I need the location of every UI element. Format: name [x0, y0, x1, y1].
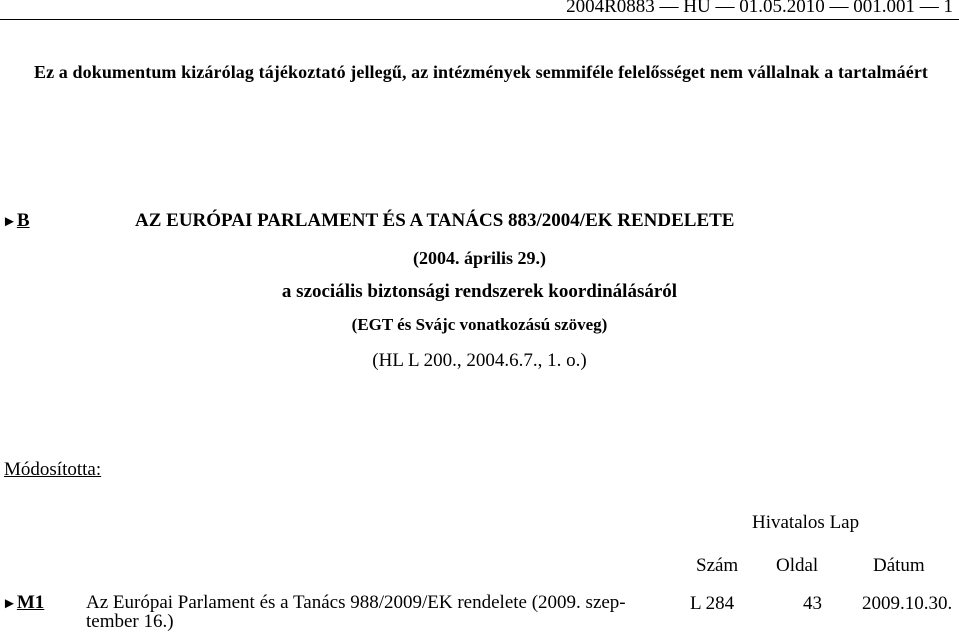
- base-act-marker-label: B: [16, 210, 30, 231]
- amendment-marker-label: M1: [16, 592, 45, 613]
- amendment-marker-m1[interactable]: [2, 592, 44, 614]
- amendment-description: Az Európai Parlament és a Tanács 988/2009/EK rendelete (2009. szep-tember 16.): [86, 592, 626, 632]
- disclaimer-text: Ez a dokumentum kizárólag tájékoztató jellegű, az intézmények semmiféle felelősséget nem vállalnak a tartalmáért: [34, 62, 929, 82]
- amended-by-label: Módosította:: [4, 459, 102, 480]
- triangle-right-icon: ►: [2, 214, 17, 230]
- amendment-journal-number: L 284: [690, 593, 735, 614]
- official-journal-header: Hivatalos Lap: [752, 512, 860, 533]
- amendment-journal-date: 2009.10.30.: [862, 593, 953, 614]
- regulation-title: AZ EURÓPAI PARLAMENT ÉS A TANÁCS 883/2004/EK RENDELETE: [135, 210, 735, 231]
- base-act-marker[interactable]: [2, 210, 30, 232]
- column-header-page: Oldal: [776, 555, 819, 576]
- official-journal-reference: (HL L 200., 2004.6.7., 1. o.): [372, 350, 587, 371]
- document-reference-header: 2004R0883 — HU — 01.05.2010 — 001.001 — 1: [566, 0, 953, 17]
- eea-relevance-note: (EGT és Svájc vonatkozású szöveg): [351, 315, 608, 334]
- column-header-date: Dátum: [873, 555, 925, 576]
- amendment-journal-page: 43: [803, 593, 822, 614]
- regulation-date: (2004. április 29.): [413, 248, 546, 268]
- regulation-subject: a szociális biztonsági rendszerek koordinálásáról: [281, 281, 678, 302]
- triangle-right-icon: ►: [2, 596, 17, 612]
- header-divider: [0, 19, 959, 20]
- column-header-number: Szám: [696, 555, 739, 576]
